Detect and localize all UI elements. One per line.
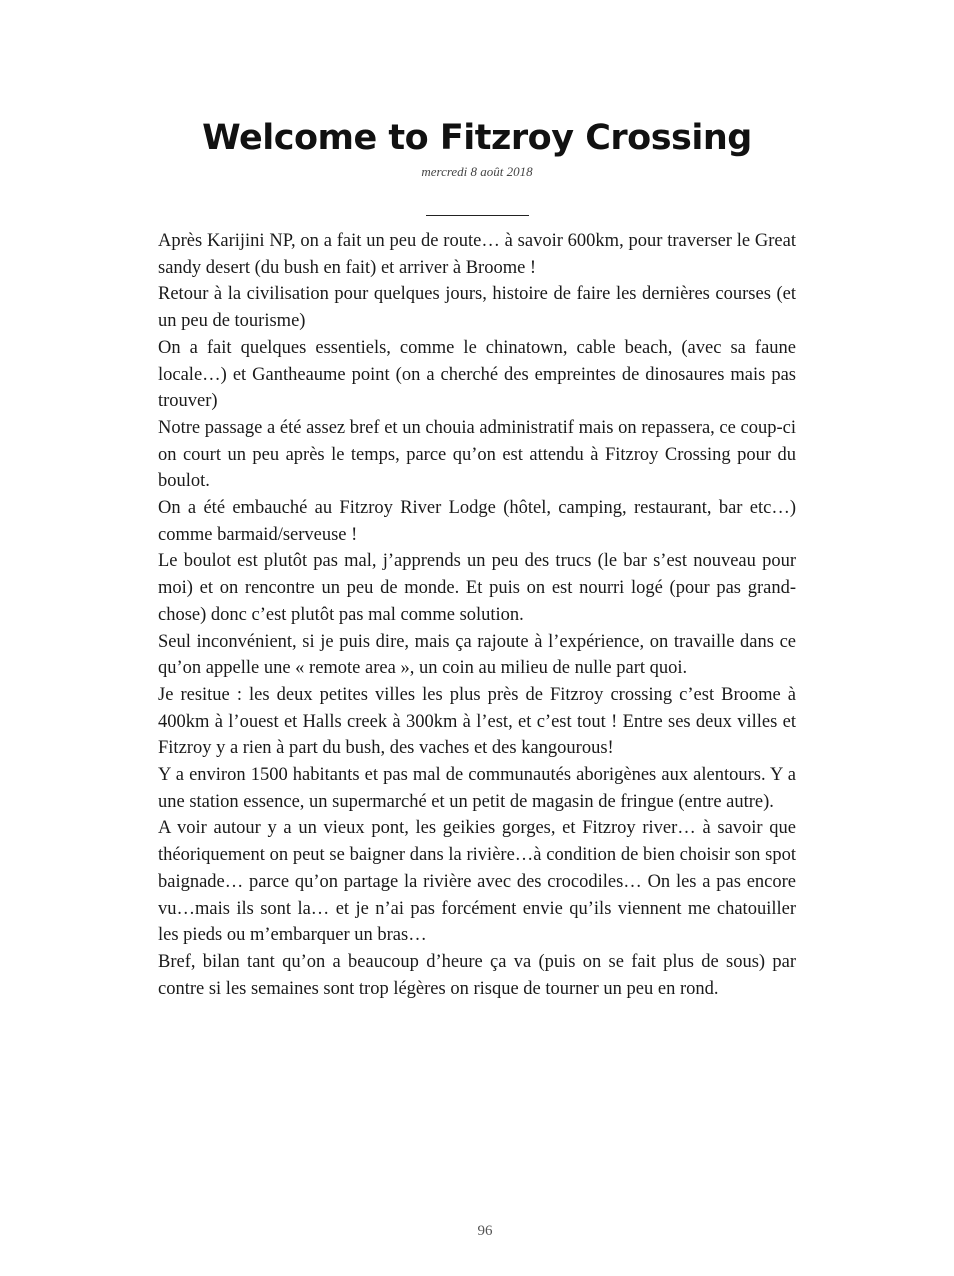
paragraph: Y a environ 1500 habitants et pas mal de communautés aborigènes aux alentours. Y a une station essence, un supermarché et un petit de magasin de fringue (entre autre). — [158, 765, 796, 812]
paragraph: Le boulot est plutôt pas mal, j’apprends un peu des trucs (le bar s’est nouveau pour moi) et on rencontre un peu de monde. Et puis on est nourri logé (pour pas grand-chose) donc c’est plutôt pas mal comme solution. — [158, 551, 796, 625]
paragraph: Après Karijini NP, on a fait un peu de route… à savoir 600km, pour traverser le Great sandy desert (du bush en fait) et arriver à Broome ! — [158, 231, 796, 278]
page-number: 96 — [477, 1223, 493, 1239]
title-separator — [426, 215, 529, 216]
page-title: Welcome to Fitzroy Crossing — [202, 118, 752, 158]
paragraph: Seul inconvénient, si je puis dire, mais ça rajoute à l’expérience, on travaille dans ce qu’on appelle une « remote area », un coin au milieu de nulle part quoi. — [158, 631, 796, 679]
paragraph: Je resitue : les deux petites villes les plus près de Fitzroy crossing c’est Broome à 400km à l’ouest et Halls creek à 300km à l’est, et c’est tout ! Entre ses deux villes et Fitzroy y a rien à part du bush, des vaches et des kangourous! — [158, 684, 796, 759]
paragraph: On a fait quelques essentiels, comme le chinatown, cable beach, (avec sa faune locale…) et Gantheaume point (on a cherché des empreintes de dinosaures mais pas trouver) — [158, 337, 796, 412]
paragraph: Retour à la civilisation pour quelques jours, histoire de faire les dernières courses (et un peu de tourisme) — [158, 284, 796, 332]
post-date: mercredi 8 août 2018 — [421, 164, 533, 179]
paragraph: Bref, bilan tant qu’on a beaucoup d’heure ça va (puis on se fait plus de sous) par contre si les semaines sont trop légères on risque de tourner un peu en rond. — [158, 951, 796, 999]
article-body — [158, 228, 796, 1002]
paragraph: A voir autour y a un vieux pont, les geikies gorges, et Fitzroy river… à savoir que théoriquement on peut se baigner dans la rivière…à condition de bien choisir son spot baignade… parce qu’on partage la rivière avec des crocodiles… On les a pas encore vu…mais ils sont la… et je n’ai pas forcément envie qu’ils viennent me chatouiller les pieds ou m’embarquer un bras… — [158, 818, 796, 946]
paragraph: On a été embauché au Fitzroy River Lodge (hôtel, camping, restaurant, bar etc…) comme barmaid/serveuse ! — [158, 498, 796, 545]
paragraph: Notre passage a été assez bref et un chouia administratif mais on repassera, ce coup-ci on court un peu après le temps, parce qu’on est attendu à Fitzroy Crossing pour du boulot. — [158, 417, 796, 492]
